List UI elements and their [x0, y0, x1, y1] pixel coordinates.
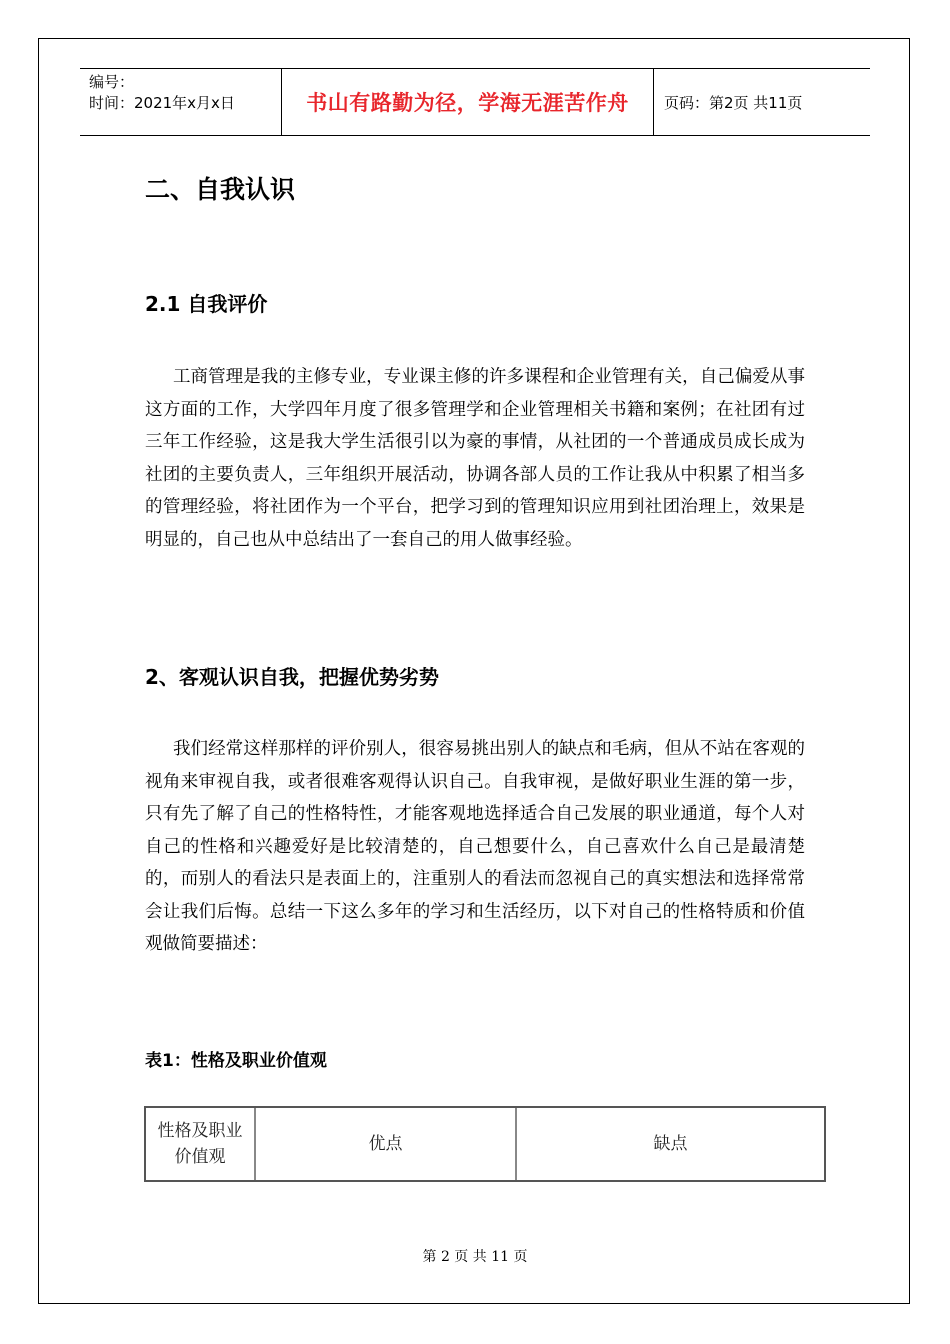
table-header-weaknesses: 缺点	[653, 1134, 688, 1154]
subsection-title-objective-self: 2、客观认识自我，把握优势劣势	[145, 665, 439, 689]
table-header-personality: 性格及职业价值观	[146, 1108, 256, 1180]
document-header	[80, 68, 870, 136]
subsection-title-self-evaluation: 2.1 自我评价	[145, 292, 268, 316]
header-page-info: 页码：第2页 共11页	[664, 93, 803, 112]
header-motto: 书山有路勤为径，学海无涯苦作舟	[282, 69, 654, 135]
paragraph-self-evaluation: 工商管理是我的主修专业，专业课主修的许多课程和企业管理有关，自己偏爱从事这方面的工作，大学四年月度了很多管理学和企业管理相关书籍和案例；在社团有过三年工作经验，这是我大学生活很引以为豪的事情，从社团的一个普通成员成长成为社团的主要负责人，三年组织开展活动，协调各部人员的工作让我从中积累了相当多的管理经验，将社团作为一个平台，把学习到的管理知识应用到社团治理上，效果是明显的，自己也从中总结出了一套自己的用人做事经验。	[145, 367, 805, 550]
table-header-strengths: 优点	[256, 1108, 517, 1180]
page-footer: 第 2 页 共 11 页	[422, 1249, 528, 1265]
date-label: 时间：2021年x月x日	[89, 94, 235, 112]
section-title: 二、自我认识	[145, 175, 296, 204]
number-label: 编号：	[89, 73, 135, 91]
table-caption: 表1：性格及职业价值观	[145, 1051, 327, 1071]
paragraph-objective-self: 我们经常这样那样的评价别人，很容易挑出别人的缺点和毛病，但从不站在客观的视角来审视自我，或者很难客观得认识自己。自我审视，是做好职业生涯的第一步，只有先了解了自己的性格特性，才能客观地选择适合自己发展的职业通道，每个人对自己的性格和兴趣爱好是比较清楚的，自己想要什么，自己喜欢什么自己是最清楚的，而别人的看法只是表面上的，注重别人的看法而忽视自己的真实想法和选择常常会让我们后悔。总结一下这么多年的学习和生活经历，以下对自己的性格特质和价值观做简要描述：	[145, 739, 805, 954]
personality-values-table	[144, 1106, 826, 1182]
header-meta	[80, 69, 282, 135]
